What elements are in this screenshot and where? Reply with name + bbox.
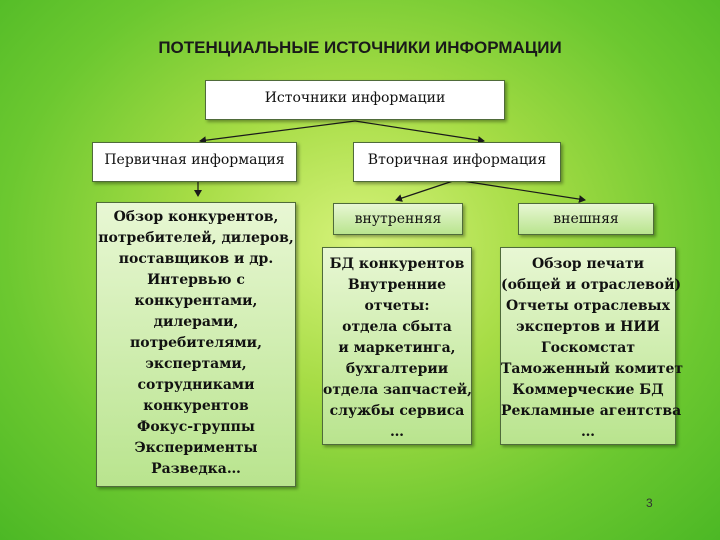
list-item: сотрудниками <box>137 377 255 393</box>
list-item: Эксперименты <box>134 440 258 456</box>
list-item: поставщиков и др. <box>118 251 274 267</box>
list-item: (общей и отраслевой) <box>501 277 682 293</box>
internal-node: внутренняя <box>333 203 463 235</box>
list-item: Интервью с <box>147 272 245 288</box>
list-item: конкурентов <box>143 398 249 414</box>
root-node: Источники информации <box>205 80 505 120</box>
list-item: Разведка… <box>151 461 241 477</box>
list-item: Госкомстат <box>540 340 636 356</box>
external-sources-list <box>500 247 684 445</box>
internal-sources-list <box>322 247 472 445</box>
list-item: экспертов и НИИ <box>516 319 660 335</box>
arrow-secondary-to-internal <box>396 180 456 200</box>
primary-info-list <box>96 202 296 487</box>
list-item: отчеты: <box>364 298 430 314</box>
list-item: Обзор печати <box>532 256 644 272</box>
arrow-secondary-to-external <box>456 180 585 200</box>
list-item: Коммерческие БД <box>512 382 664 398</box>
list-item: … <box>581 424 595 440</box>
list-item: Отчеты отраслевых <box>506 298 670 314</box>
list-item: экспертами, <box>145 356 247 372</box>
list-item: бухгалтерии <box>345 361 449 377</box>
list-item: БД конкурентов <box>329 256 465 272</box>
list-item: потребителей, дилеров, <box>98 230 294 246</box>
external-node: внешняя <box>518 203 654 235</box>
list-item: … <box>390 424 404 440</box>
list-item: и маркетинга, <box>338 340 456 356</box>
page-number: 3 <box>646 496 653 510</box>
slide-title: ПОТЕНЦИАЛЬНЫЕ ИСТОЧНИКИ ИНФОРМАЦИИ <box>158 38 562 57</box>
secondary-info-node: Вторичная информация <box>353 142 561 182</box>
arrow-root-to-secondary <box>355 121 484 141</box>
list-item: конкурентами, <box>134 293 258 309</box>
list-item: отдела запчастей, <box>323 382 473 398</box>
list-item: Рекламные агентства <box>501 403 682 419</box>
list-item: потребителями, <box>130 335 262 351</box>
list-item: дилерами, <box>153 314 239 330</box>
list-item: Внутренние <box>347 277 447 293</box>
list-item: Таможенный комитет <box>501 361 684 377</box>
primary-info-node: Первичная информация <box>92 142 297 182</box>
list-item: Фокус-группы <box>137 419 255 435</box>
list-item: службы сервиса <box>329 403 465 419</box>
list-item: отдела сбыта <box>342 319 452 335</box>
list-item: Обзор конкурентов, <box>113 209 279 225</box>
arrow-root-to-primary <box>200 121 355 141</box>
